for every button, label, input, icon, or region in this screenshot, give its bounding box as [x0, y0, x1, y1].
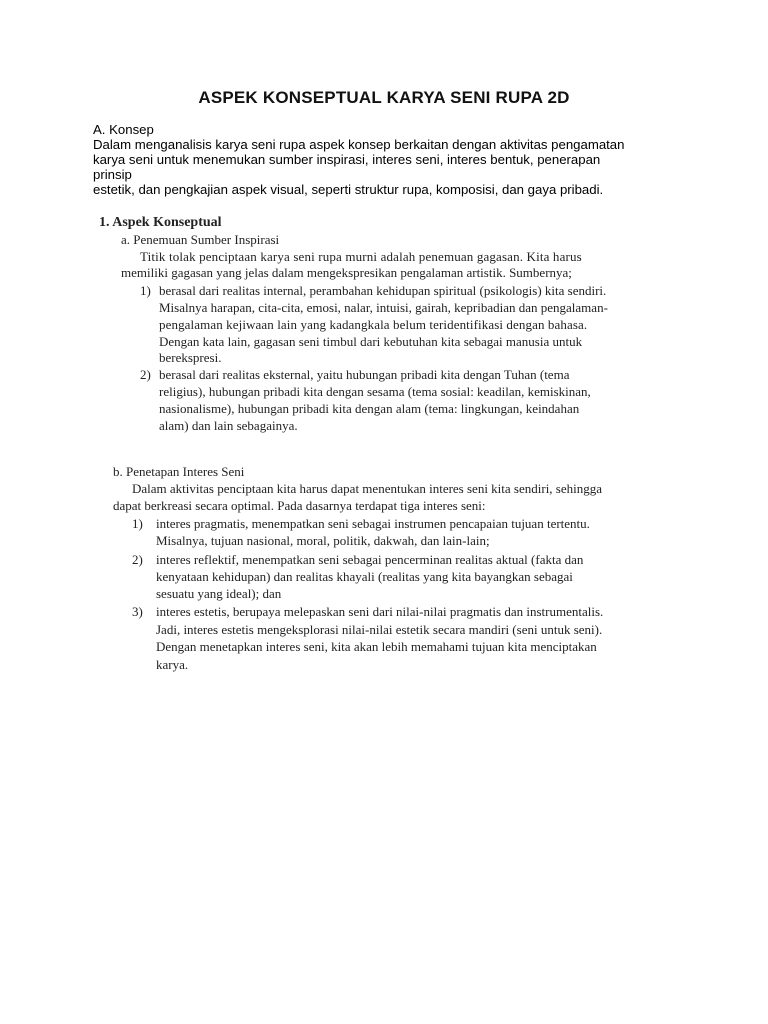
document-title: ASPEK KONSEPTUAL KARYA SENI RUPA 2D — [198, 88, 570, 107]
list-item-line: interes reflektif, menempatkan seni sebagai pencerminan realitas aktual (fakta dan — [156, 552, 584, 567]
paragraph-line: Dalam aktivitas penciptaan kita harus dapat menentukan interes seni kita sendiri, sehingga — [132, 481, 603, 496]
list-item-line: sesuatu yang ideal); dan — [156, 586, 282, 601]
list-item-line: kenyataan kehidupan) dan realitas khayali (realitas yang kita bayangkan sebagai — [156, 569, 573, 584]
list-number: 2) — [132, 552, 143, 567]
paragraph-line: Titik tolak penciptaan karya seni rupa murni adalah penemuan gagasan. Kita harus — [140, 249, 582, 264]
intro-heading: A. Konsep — [93, 122, 154, 137]
paragraph-line: memiliki gagasan yang jelas dalam mengekspresikan pengalaman artistik. Sumbernya; — [121, 265, 572, 280]
list-item-line: interes pragmatis, menempatkan seni sebagai instrumen pencapaian tujuan tertentu. — [156, 516, 590, 531]
subsection-heading: b. Penetapan Interes Seni — [113, 464, 245, 479]
list-item-line: interes estetis, berupaya melepaskan seni dari nilai-nilai pragmatis dan instrumentalis. — [156, 604, 604, 619]
list-item-line: berasal dari realitas eksternal, yaitu hubungan pribadi kita dengan Tuhan (tema — [159, 367, 570, 382]
list-number: 3) — [132, 604, 143, 619]
list-item-line: Dengan kata lain, gagasan seni timbul dari kebutuhan kita sebagai manusia untuk — [159, 334, 583, 349]
paragraph-line: dapat berkreasi secara optimal. Pada dasarnya terdapat tiga interes seni: — [113, 498, 486, 513]
list-item-line: berasal dari realitas internal, perambahan kehidupan spiritual (psikologis) kita sendiri. — [159, 283, 607, 298]
list-item-line: religius), hubungan pribadi kita dengan sesama (tema sosial: keadilan, kemiskinan, — [159, 384, 591, 399]
list-item-line: Misalnya harapan, cita-cita, emosi, nalar, intuisi, gairah, kepribadian dan pengalaman- — [159, 300, 608, 315]
list-item-line: berekspresi. — [159, 350, 222, 365]
intro-line: prinsip — [93, 167, 132, 182]
list-number: 2) — [140, 367, 151, 382]
list-number: 1) — [132, 516, 143, 531]
section-heading: 1. Aspek Konseptual — [99, 215, 222, 230]
intro-line: karya seni untuk menemukan sumber inspirasi, interes seni, interes bentuk, penerapan — [93, 152, 601, 167]
list-item-line: pengalaman kejiwaan lain yang kadangkala belum teridentifikasi dengan bahasa. — [159, 317, 588, 332]
intro-line: Dalam menganalisis karya seni rupa aspek konsep berkaitan dengan aktivitas pengamatan — [93, 137, 625, 152]
list-item-line: Jadi, interes estetis mengeksplorasi nilai-nilai estetik secara mandiri (seni untuk seni). — [156, 622, 603, 637]
list-item-line: alam) dan lain sebagainya. — [159, 418, 298, 433]
intro-block — [93, 122, 678, 197]
intro-line: estetik, dan pengkajian aspek visual, seperti struktur rupa, komposisi, dan gaya pribadi. — [93, 182, 604, 197]
list-item-line: Dengan menetapkan interes seni, kita akan lebih memahami tujuan kita menciptakan — [156, 639, 597, 654]
subsection-heading: a. Penemuan Sumber Inspirasi — [121, 232, 280, 247]
list-item-line: karya. — [156, 657, 189, 672]
list-item-line: Misalnya, tujuan nasional, moral, politik, dakwah, dan lain-lain; — [156, 533, 490, 548]
list-number: 1) — [140, 283, 151, 298]
list-item-line: nasionalisme), hubungan pribadi kita dengan alam (tema: lingkungan, keindahan — [159, 401, 580, 416]
